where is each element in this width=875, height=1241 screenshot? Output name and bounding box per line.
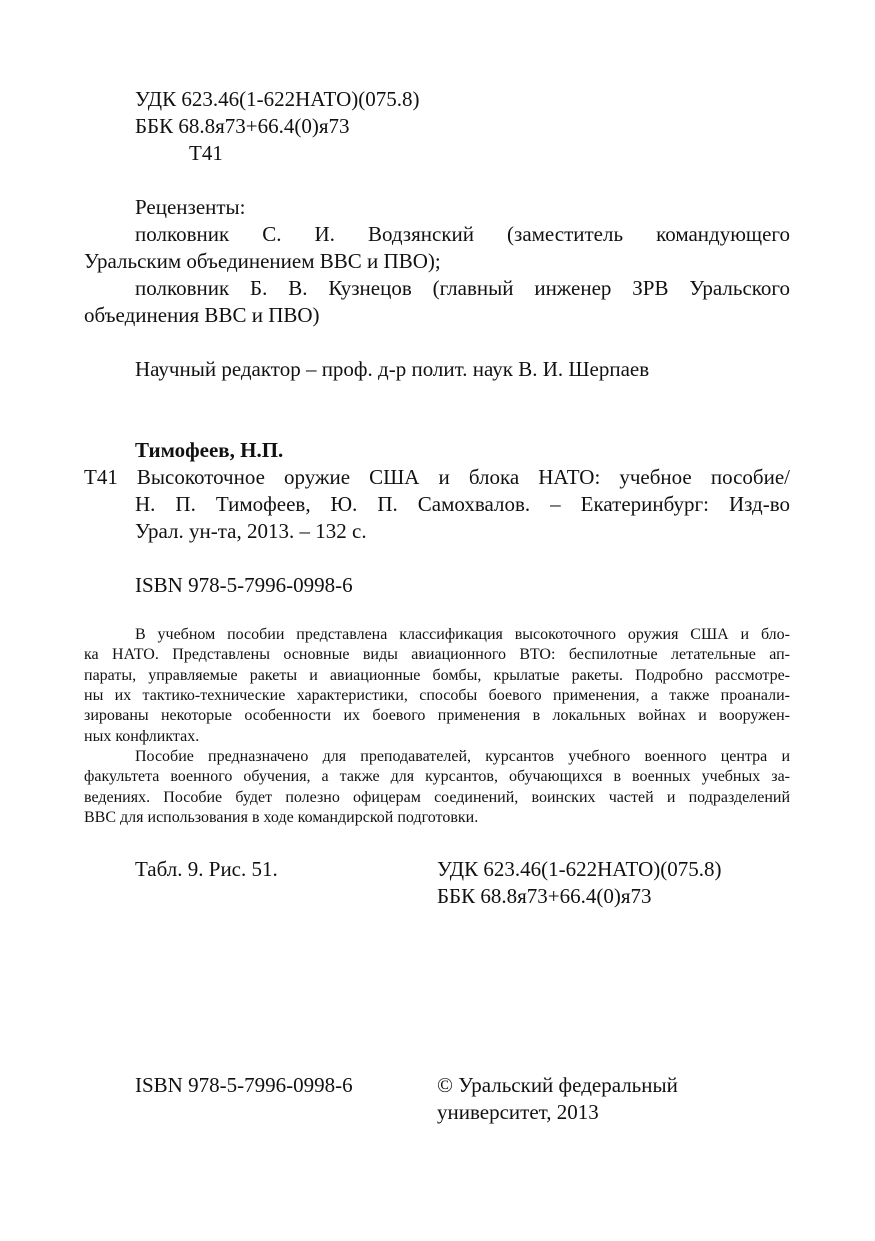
tables-figures-count: Табл. 9. Рис. 51. bbox=[135, 857, 278, 881]
bbk-code: ББК 68.8я73+66.4(0)я73 bbox=[135, 114, 350, 138]
scientific-editor: Научный редактор – проф. д-р полит. наук В. И. Шерпаев bbox=[135, 357, 650, 381]
footer-isbn: ISBN 978-5-7996-0998-6 bbox=[135, 1073, 353, 1097]
reviewer-2-line-1: полковник Б. В. Кузнецов (главный инженер ЗРВ Уральского bbox=[135, 276, 790, 300]
author-sign: Т41 bbox=[189, 141, 223, 165]
reviewers-title: Рецензенты: bbox=[135, 195, 246, 219]
abstract-p1-line-5: зированы некоторые особенности их боевого применения в локальных войнах и вооружен- bbox=[84, 707, 790, 724]
abstract-p1-line-3: параты, управляемые ракеты и авиационные бомбы, крылатые ракеты. Подробно рассмотре- bbox=[84, 667, 790, 684]
abstract-p2-line-1: Пособие предназначено для преподавателей, курсантов учебного военного центра и bbox=[135, 748, 790, 765]
footer-bbk-code: ББК 68.8я73+66.4(0)я73 bbox=[437, 884, 652, 908]
bib-line-3: Урал. ун-та, 2013. – 132 с. bbox=[135, 519, 367, 543]
abstract-p2-line-4: ВВС для использования в ходе командирской подготовки. bbox=[84, 809, 479, 826]
bib-line-2: Н. П. Тимофеев, Ю. П. Самохвалов. – Екатеринбург: Изд-во bbox=[135, 492, 790, 516]
copyright-line-2: университет, 2013 bbox=[437, 1100, 599, 1124]
bib-author: Тимофеев, Н.П. bbox=[135, 438, 284, 462]
abstract-p1-line-1: В учебном пособии представлена классификация высокоточного оружия США и бло- bbox=[135, 626, 790, 643]
abstract-p2-line-2: факультета военного обучения, а также для курсантов, обучающихся в военных учебных за- bbox=[84, 768, 790, 785]
udk-code: УДК 623.46(1-622НАТО)(075.8) bbox=[135, 87, 420, 111]
reviewer-1-line-2: Уральским объединением ВВС и ПВО); bbox=[84, 249, 441, 273]
reviewer-1-line-1: полковник С. И. Водзянский (заместитель командующего bbox=[135, 222, 790, 246]
abstract-p1-line-2: ка НАТО. Представлены основные виды авиационного ВТО: беспилотные летательные ап- bbox=[84, 646, 790, 663]
abstract-p1-line-4: ны их тактико-технические характеристики, способы боевого применения, а также проанали- bbox=[84, 687, 790, 704]
reviewer-2-line-2: объединения ВВС и ПВО) bbox=[84, 303, 320, 327]
bib-line-1: Т41 Высокоточное оружие США и блока НАТО: учебное пособие/ bbox=[84, 465, 790, 489]
isbn: ISBN 978-5-7996-0998-6 bbox=[135, 573, 353, 597]
abstract-p2-line-3: ведениях. Пособие будет полезно офицерам соединений, воинских частей и подразделений bbox=[84, 789, 790, 806]
footer-udk-code: УДК 623.46(1-622НАТО)(075.8) bbox=[437, 857, 722, 881]
copyright-line-1: © Уральский федеральный bbox=[437, 1073, 678, 1097]
abstract-p1-line-6: ных конфликтах. bbox=[84, 728, 200, 745]
